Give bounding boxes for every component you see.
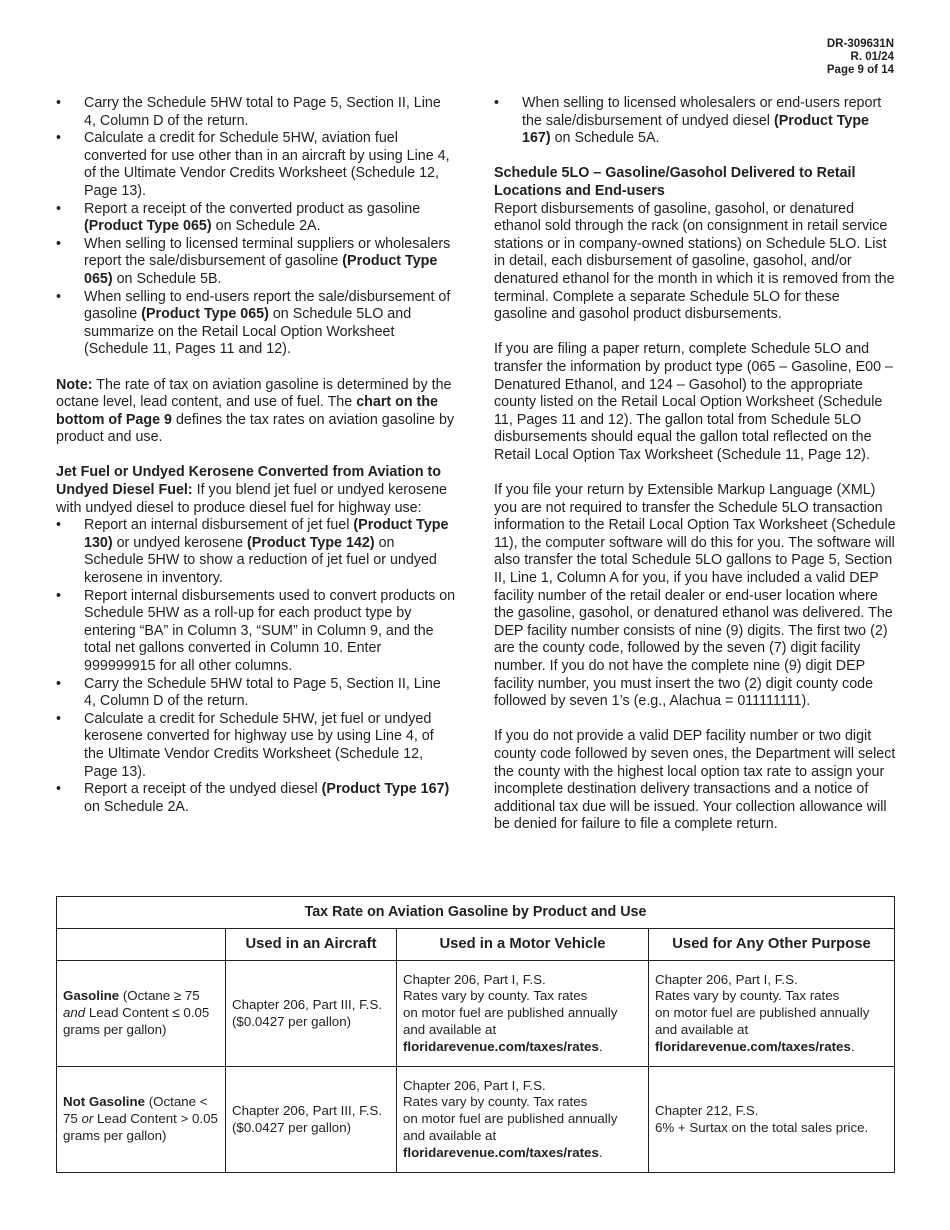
jet-fuel-intro: Jet Fuel or Undyed Kerosene Converted from Aviation to Undyed Diesel Fuel: If you blend jet fuel or undyed kerosene with undyed diesel to produce diesel fuel for highway use: xyxy=(56,464,447,516)
list-item: • Report an internal disbursement of jet fuel (Product Type 130) or undyed kerosene (Product Type 142) on Schedule 5HW to show a reduction of jet fuel or undyed kerosene in inventory. xyxy=(56,517,456,587)
right-column xyxy=(494,95,896,852)
column-header: Used in an Aircraft xyxy=(226,929,397,961)
list-item: • Carry the Schedule 5HW total to Page 5, Section II, Line 4, Column D of the return. xyxy=(56,95,456,130)
table-cell: Chapter 206, Part III, F.S. ($0.0427 per gallon) xyxy=(226,1067,397,1173)
wholesaler-list xyxy=(494,95,896,148)
table-cell: Chapter 206, Part I, F.S. Rates vary by county. Tax rates on motor fuel are published annually and available at floridarevenue.com/taxes/rates. xyxy=(649,961,895,1067)
list-item: • Report a receipt of the undyed diesel (Product Type 167) on Schedule 2A. xyxy=(56,781,456,816)
paragraph: If you are filing a paper return, complete Schedule 5LO and transfer the information by product type (065 – Gasoline, E00 – Denatured Ethanol, and 124 – Gasohol) to the appropriate county listed on the Retail Local Option Worksheet (Schedule 11, Pages 11 and 12). The gallon total from Schedule 5LO disbursements should equal the gallon total reflected on the Retail Local Option Tax Worksheet (Schedule 11, Page 12). xyxy=(494,341,893,463)
table-row xyxy=(57,961,895,1067)
table-row xyxy=(57,1067,895,1173)
rates-link: floridarevenue.com/taxes/rates xyxy=(403,1144,599,1160)
empty-header-cell xyxy=(57,929,226,961)
aviation-tax-rate-table xyxy=(56,896,895,1173)
row-header-not-gasoline: Not Gasoline (Octane < 75 or Lead Content > 0.05 grams per gallon) xyxy=(57,1067,226,1173)
column-header: Used in a Motor Vehicle xyxy=(397,929,649,961)
row-header-gasoline: Gasoline (Octane ≥ 75 and Lead Content ≤ 0.05 grams per gallon) xyxy=(57,961,226,1067)
table-title: Tax Rate on Aviation Gasoline by Product and Use xyxy=(57,897,895,929)
list-item: • Calculate a credit for Schedule 5HW, aviation fuel converted for use other than in an aircraft by using Line 4, of the Ultimate Vendor Credits Worksheet (Schedule 12, Page 13). xyxy=(56,130,456,200)
list-item: • When selling to licensed wholesalers or end-users report the sale/disbursement of undyed diesel (Product Type 167) on Schedule 5A. xyxy=(494,95,896,148)
table-cell: Chapter 206, Part III, F.S. ($0.0427 per gallon) xyxy=(226,961,397,1067)
jet-fuel-steps-list xyxy=(56,517,456,816)
paragraph: If you file your return by Extensible Markup Language (XML) you are not required to transfer the Schedule 5LO transaction information to the Retail Local Option Tax Worksheet (Schedule 11), the computer software will do this for you. The software will also transfer the total Schedule 5LO gallons to Page 5, Section II, Line 1, Column A for you, if you have included a valid DEP facility number of the retail dealer or end-user location where the gasoline, gasohol, or denatured ethanol was delivered. The DEP facility number consists of nine (9) digits. The first two (2) are the county code, followed by the seven (7) digit facility number. If you do not have the complete nine (9) digit DEP facility number, you must insert the two (2) digit county code followed by seven 1’s (e.g., Alachua = 011111111). xyxy=(494,482,896,710)
page-number: Page 9 of 14 xyxy=(826,64,894,76)
list-item: • Report internal disbursements used to convert products on Schedule 5HW as a roll-up for each product type by entering “BA” in Column 3, “SUM” in Column 9, and the total net gallons converted in Column 10. Enter 999999915 for all other columns. xyxy=(56,588,456,676)
paragraph: Report disbursements of gasoline, gasohol, or denatured ethanol sold through the rack (on consignment in retail service stations or in company-owned stations) on Schedule 5LO. List in detail, each disbursement of gasoline, gasohol, and/or denatured ethanol for the month in which it is removed from the terminal. Complete a separate Schedule 5LO for these gasoline and gasohol product disbursements. xyxy=(494,200,895,323)
list-item: • When selling to licensed terminal suppliers or wholesalers report the sale/disbursement of gasoline (Product Type 065) on Schedule 5B. xyxy=(56,236,456,289)
column-header: Used for Any Other Purpose xyxy=(649,929,895,961)
form-revision: R. 01/24 xyxy=(850,51,894,63)
list-item: • Carry the Schedule 5HW total to Page 5, Section II, Line 4, Column D of the return. xyxy=(56,676,456,711)
conversion-steps-list xyxy=(56,95,456,359)
note-paragraph: Note: The rate of tax on aviation gasoline is determined by the octane level, lead content, and use of fuel. The chart on the bottom of Page 9 defines the tax rates on aviation gasoline by product and use. xyxy=(56,376,455,446)
rates-link: floridarevenue.com/taxes/rates xyxy=(655,1038,851,1054)
schedule-5lo-heading: Schedule 5LO – Gasoline/Gasohol Delivered to Retail Locations and End-users xyxy=(494,165,856,199)
table-cell: Chapter 206, Part I, F.S. Rates vary by county. Tax rates on motor fuel are published annually and available at floridarevenue.com/taxes/rates. xyxy=(397,1067,649,1173)
rates-link: floridarevenue.com/taxes/rates xyxy=(403,1038,599,1054)
table-cell: Chapter 206, Part I, F.S. Rates vary by county. Tax rates on motor fuel are published annually and available at floridarevenue.com/taxes/rates. xyxy=(397,961,649,1067)
list-item: • When selling to end-users report the sale/disbursement of gasoline (Product Type 065) on Schedule 5LO and summarize on the Retail Local Option Worksheet (Schedule 11, Pages 11 and 12). xyxy=(56,289,456,359)
list-item: • Report a receipt of the converted product as gasoline (Product Type 065) on Schedule 2A. xyxy=(56,201,456,236)
table-cell: Chapter 212, F.S. 6% + Surtax on the total sales price. xyxy=(649,1067,895,1173)
list-item: • Calculate a credit for Schedule 5HW, jet fuel or undyed kerosene converted for highway use by using Line 4, of the Ultimate Vendor Credits Worksheet (Schedule 12, Page 13). xyxy=(56,711,456,781)
form-number: DR-309631N xyxy=(826,38,894,50)
left-column xyxy=(56,95,456,816)
form-header xyxy=(827,38,894,77)
paragraph: If you do not provide a valid DEP facility number or two digit county code followed by seven ones, the Department will select the county with the highest local option tax rate to assign your incomplete destination delivery transactions and a notice of additional tax due will be issued. Your collection allowance will be denied for failure to file a complete return. xyxy=(494,728,896,833)
